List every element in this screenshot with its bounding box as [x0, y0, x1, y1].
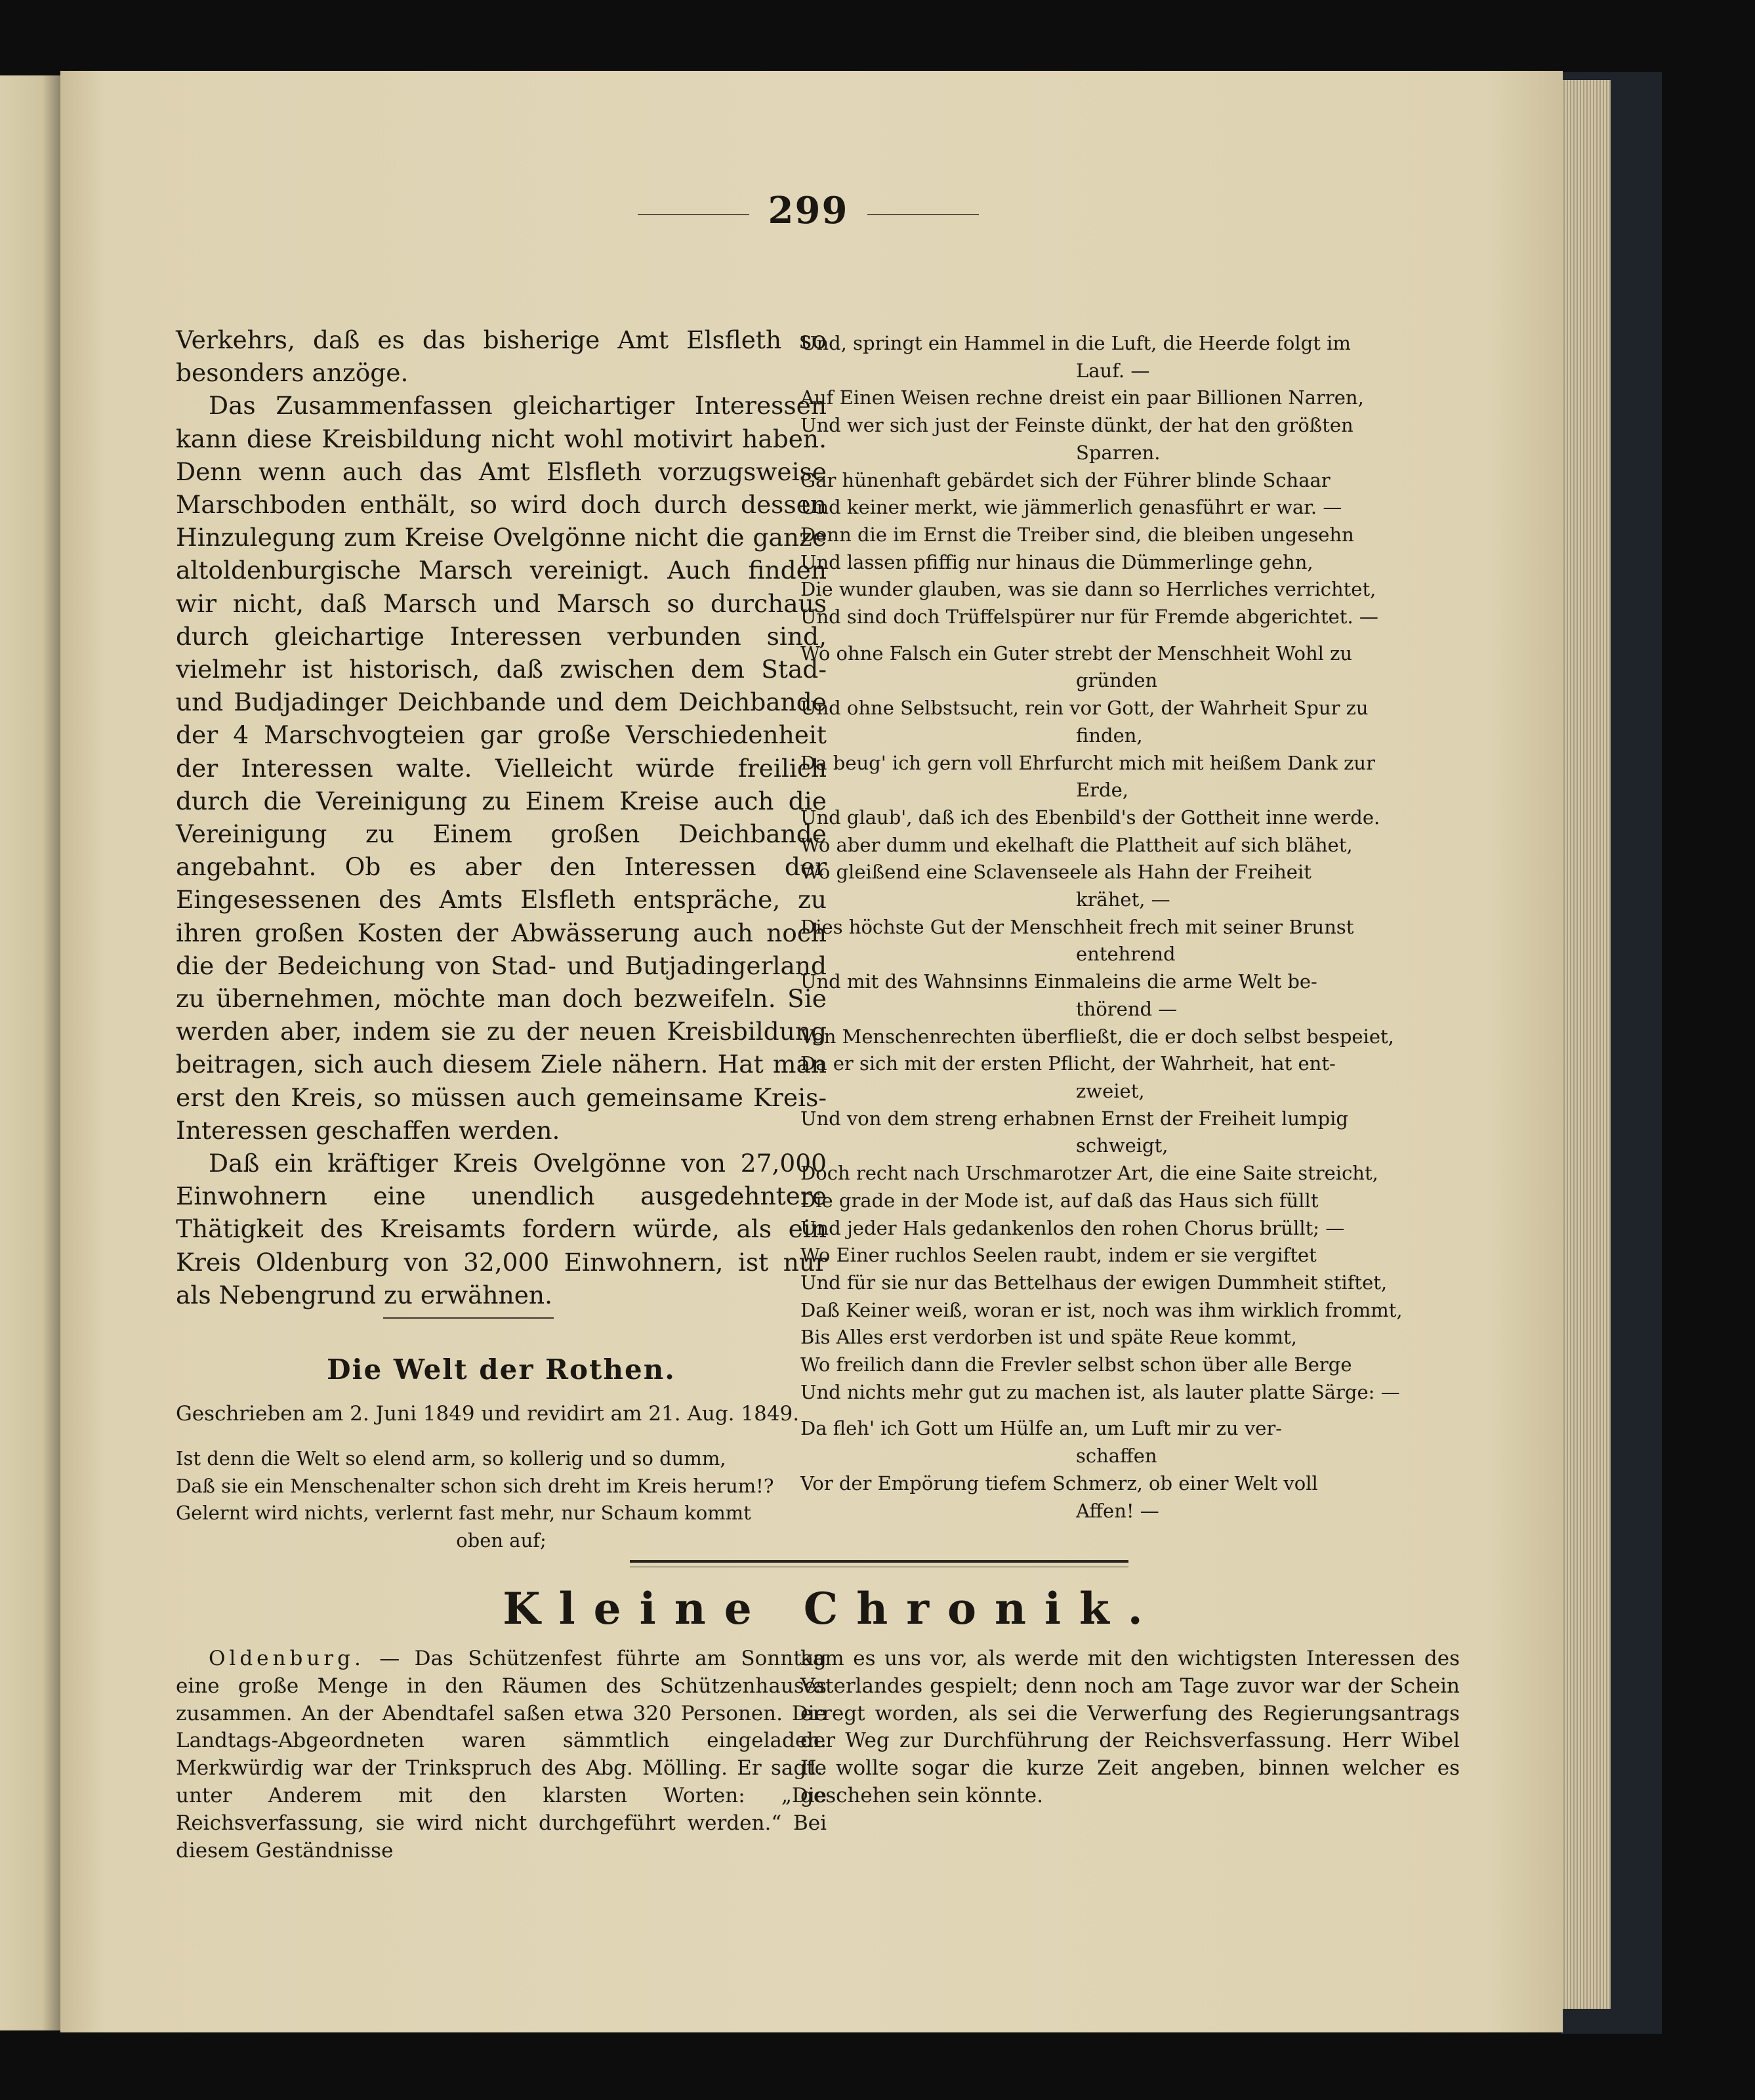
verse-continuation: gründen [1076, 669, 1158, 692]
verse-line [800, 576, 1460, 604]
verse-text: Gelernt wird nichts, verlernt fast mehr, nur Schaum kommt [176, 1502, 751, 1525]
verse-text: Doch recht nach Urschmarotzer Art, die eine Saite streicht, [800, 1162, 1378, 1185]
chronik-divider-thick [630, 1560, 1128, 1563]
paragraph: Daß ein kräftiger Kreis Ovelgönne von 27,000 Einwohnern eine unendlich ausgedehntere Thätigkeit des Kreisamts fordern würde, als ein Kreis Oldenburg von 32,000 Einwohnern, ist nur als Nebengrund zu erwähnen. [176, 1149, 827, 1309]
verse-continuation: entehrend [1076, 943, 1176, 966]
verse-line [800, 750, 1460, 804]
verse-text: Wo gleißend eine Sclavenseele als Hahn der Freiheit [800, 861, 1311, 884]
poem-stanza [800, 1415, 1460, 1525]
chronik-place: Oldenburg. [209, 1647, 365, 1670]
verse-continuation: Sparren. [1076, 441, 1161, 464]
verse-line [800, 412, 1460, 466]
verse-continuation: schweigt, [1076, 1134, 1168, 1157]
verse-continuation: Lauf. — [1076, 359, 1150, 382]
poem-stanza [800, 640, 1460, 1407]
verse-line [800, 549, 1460, 577]
verse-text: Und lassen pfiffig nur hinaus die Dümmerlinge gehn, [800, 550, 1313, 573]
verse-continuation: Affen! — [1076, 1499, 1159, 1522]
verse-text: Und mit des Wahnsinns Einmaleins die arme Welt be- [800, 970, 1317, 993]
poem-title: Die Welt der Rothen. [327, 1353, 676, 1386]
verse-line [800, 1105, 1460, 1160]
verse-line [176, 1473, 827, 1500]
verse-line [800, 968, 1460, 1023]
verse-line [800, 859, 1460, 913]
verse-line [800, 330, 1460, 384]
verse-line [800, 1023, 1460, 1051]
verse-text: Die wunder glauben, was sie dann so Herrliches verrichtet, [800, 578, 1376, 601]
verse-text: Wo ohne Falsch ein Guter strebt der Menschheit Wohl zu [800, 642, 1353, 665]
verse-text: Dies höchste Gut der Menschheit frech mit seiner Brunst [800, 915, 1354, 938]
chronik-text: — Das Schützenfest führte am Sonntag eine große Menge in den Räumen des Schützenhauses zusammen. An der Abendtafel saßen etwa 320 Personen. Die Landtags-Abgeordneten waren sämmtlich eingeladen. Merkwürdig war der Trinkspruch des Abg. Mölling. Er sagte unter Anderem mit den klarsten Worten: „Die Reichsverfassung, sie wird nicht durchgeführt werden.“ Bei diesem Geständnisse [176, 1647, 827, 1863]
verse-text: Und, springt ein Hammel in die Luft, die Heerde folgt im [800, 332, 1351, 354]
verse-line [800, 1379, 1460, 1407]
verse-continuation: schaffen [1076, 1445, 1157, 1468]
right-column [800, 330, 1460, 1525]
section-divider [383, 1317, 554, 1319]
poem-stanza [800, 330, 1460, 631]
poem-left-stanza [176, 1445, 827, 1555]
verse-text: Ist denn die Welt so elend arm, so kollerig und so dumm, [176, 1447, 726, 1470]
verse-text: Daß Keiner weiß, woran er ist, noch was ihm wirklich frommt, [800, 1298, 1403, 1321]
verse-text: Und nichts mehr gut zu machen ist, als lauter platte Särge: — [800, 1380, 1400, 1403]
stanza-gap [800, 1406, 1460, 1415]
verse-text: Wo freilich dann die Frevler selbst schon über alle Berge [800, 1353, 1352, 1376]
verse-line [176, 1500, 827, 1554]
chronik-right-column [800, 1645, 1460, 1810]
verse-text: Und glaub', daß ich des Ebenbild's der Gottheit inne werde. [800, 806, 1380, 829]
verse-text: Daß sie ein Menschenalter schon sich dreht im Kreis herum!? [176, 1474, 774, 1497]
verse-text: Vor der Empörung tiefem Schmerz, ob einer Welt voll [800, 1472, 1318, 1494]
verse-line [800, 1215, 1460, 1243]
chronik-left-column [176, 1645, 827, 1864]
verse-continuation: krähet, — [1076, 888, 1170, 911]
verse-line [800, 1324, 1460, 1351]
verse-text: Auf Einen Weisen rechne dreist ein paar Billionen Narren, [800, 386, 1364, 409]
page-number: 299 [768, 189, 849, 232]
verse-line [800, 1187, 1460, 1215]
verse-text: Da fleh' ich Gott um Hülfe an, um Luft mir zu ver- [800, 1417, 1283, 1440]
chronik-paragraph [176, 1645, 827, 1864]
verse-line [176, 1445, 827, 1473]
verse-line [800, 1242, 1460, 1269]
verse-continuation: thörend — [1076, 997, 1178, 1020]
verse-line [800, 640, 1460, 695]
verse-text: Und für sie nur das Bettelhaus der ewigen Dummheit stiftet, [800, 1271, 1388, 1294]
verse-continuation: zweiet, [1076, 1079, 1145, 1102]
verse-line [800, 1269, 1460, 1297]
verse-continuation: Erde, [1076, 779, 1128, 802]
stanza-gap [800, 631, 1460, 640]
verse-line [800, 1050, 1460, 1105]
verse-text: Die grade in der Mode ist, auf daß das Haus sich füllt [800, 1189, 1319, 1212]
verse-text: Wo Einer ruchlos Seelen raubt, indem er sie vergiftet [800, 1244, 1317, 1267]
verse-continuation: finden, [1076, 724, 1143, 747]
chronik-paragraph: kam es uns vor, als werde mit den wichtigsten Interessen des Vaterlandes gespielt; denn noch am Tage zuvor war der Schein erregt worden, als sei die Verwerfung des Regierungsantrags der Weg zur Durchführung der Reichsverfassung. Herr Wibel II. wollte sogar die kurze Zeit angeben, binnen welcher es geschehen sein könnte. [800, 1647, 1460, 1807]
verse-line [800, 1351, 1460, 1379]
verse-line [800, 1415, 1460, 1470]
verse-line [800, 1297, 1460, 1325]
verse-text: Gar hünenhaft gebärdet sich der Führer blinde Schaar [800, 468, 1331, 491]
verse-line [800, 1160, 1460, 1187]
verse-text: Da beug' ich gern voll Ehrfurcht mich mit heißem Dank zur [800, 751, 1375, 774]
paragraph: Das Zusammenfassen gleichartiger Interessen kann diese Kreisbildung nicht wohl motivirt haben. Denn wenn auch das Amt Elsfleth vorzugsweise Marschboden enthält, so wird doch durch dessen Hinzulegung zum Kreise Ovelgönne nicht die ganze altoldenburgische Marsch vereinigt. Auch finden wir nicht, daß Marsch und Marsch so durchaus durch gleichartige Interessen verbunden sind, vielmehr ist historisch, daß zwischen dem Stad- und Budjadinger Deichbande und dem Deichbande der 4 Marschvogteien gar große Verschiedenheit der Interessen walte. Vielleicht würde freilich durch die Vereinigung zu Einem Kreise auch die Vereinigung zu Einem großen Deichbande angebahnt. Ob es aber den Interessen der Eingesessenen des Amts Elsfleth entspräche, zu ihren großen Kosten der Abwässerung auch noch die der Bedeichung von Stad- und Butjadingerland zu übernehmen, möchte man doch bezweifeln. Sie werden aber, indem sie zu der neuen Kreisbildung beitragen, sich auch diesem Ziele nähern. Hat man erst den Kreis, so müssen auch gemeinsame Kreis-Interessen geschaffen werden. [176, 391, 827, 1145]
verse-text: Und von dem streng erhabnen Ernst der Freiheit lumpig [800, 1107, 1348, 1130]
verse-text: Wo aber dumm und ekelhaft die Plattheit auf sich blähet, [800, 833, 1353, 856]
verse-line [800, 494, 1460, 522]
verse-text: Denn die im Ernst die Treiber sind, die bleiben ungesehn [800, 523, 1354, 546]
verse-line [800, 467, 1460, 495]
verse-line [800, 695, 1460, 749]
verse-text: Da er sich mit der ersten Pflicht, der Wahrheit, hat ent- [800, 1052, 1336, 1075]
verse-line [800, 804, 1460, 832]
verse-text: Und sind doch Trüffelspürer nur für Fremde abgerichtet. — [800, 606, 1378, 628]
page-number-rule-right [867, 214, 979, 215]
verse-line [800, 522, 1460, 549]
left-column [176, 323, 827, 1311]
facing-page-edge [0, 75, 60, 2030]
paragraph: Verkehrs, daß es das bisherige Amt Elsfleth so besonders anzöge. [176, 325, 827, 388]
poem-byline: Geschrieben am 2. Juni 1849 und revidirt am 21. Aug. 1849. [176, 1402, 800, 1426]
verse-text: Bis Alles erst verdorben ist und späte Reue kommt, [800, 1326, 1298, 1349]
verse-text: Von Menschenrechten überfließt, die er doch selbst bespeiet, [800, 1025, 1394, 1048]
chronik-title: Kleine Chronik. [503, 1583, 1161, 1634]
verse-continuation: oben auf; [456, 1529, 547, 1552]
page [60, 71, 1563, 2032]
verse-line [800, 914, 1460, 968]
verse-line [800, 604, 1460, 631]
verse-text: Und keiner merkt, wie jämmerlich genasführt er war. — [800, 496, 1342, 519]
verse-line [800, 1470, 1460, 1525]
verse-text: Und ohne Selbstsucht, rein vor Gott, der Wahrheit Spur zu [800, 697, 1369, 720]
verse-line [800, 832, 1460, 859]
verse-text: Und wer sich just der Feinste dünkt, der hat den größten [800, 414, 1353, 437]
page-number-rule-left [638, 214, 749, 215]
verse-line [800, 384, 1460, 412]
verse-text: Und jeder Hals gedankenlos den rohen Chorus brüllt; — [800, 1216, 1345, 1239]
